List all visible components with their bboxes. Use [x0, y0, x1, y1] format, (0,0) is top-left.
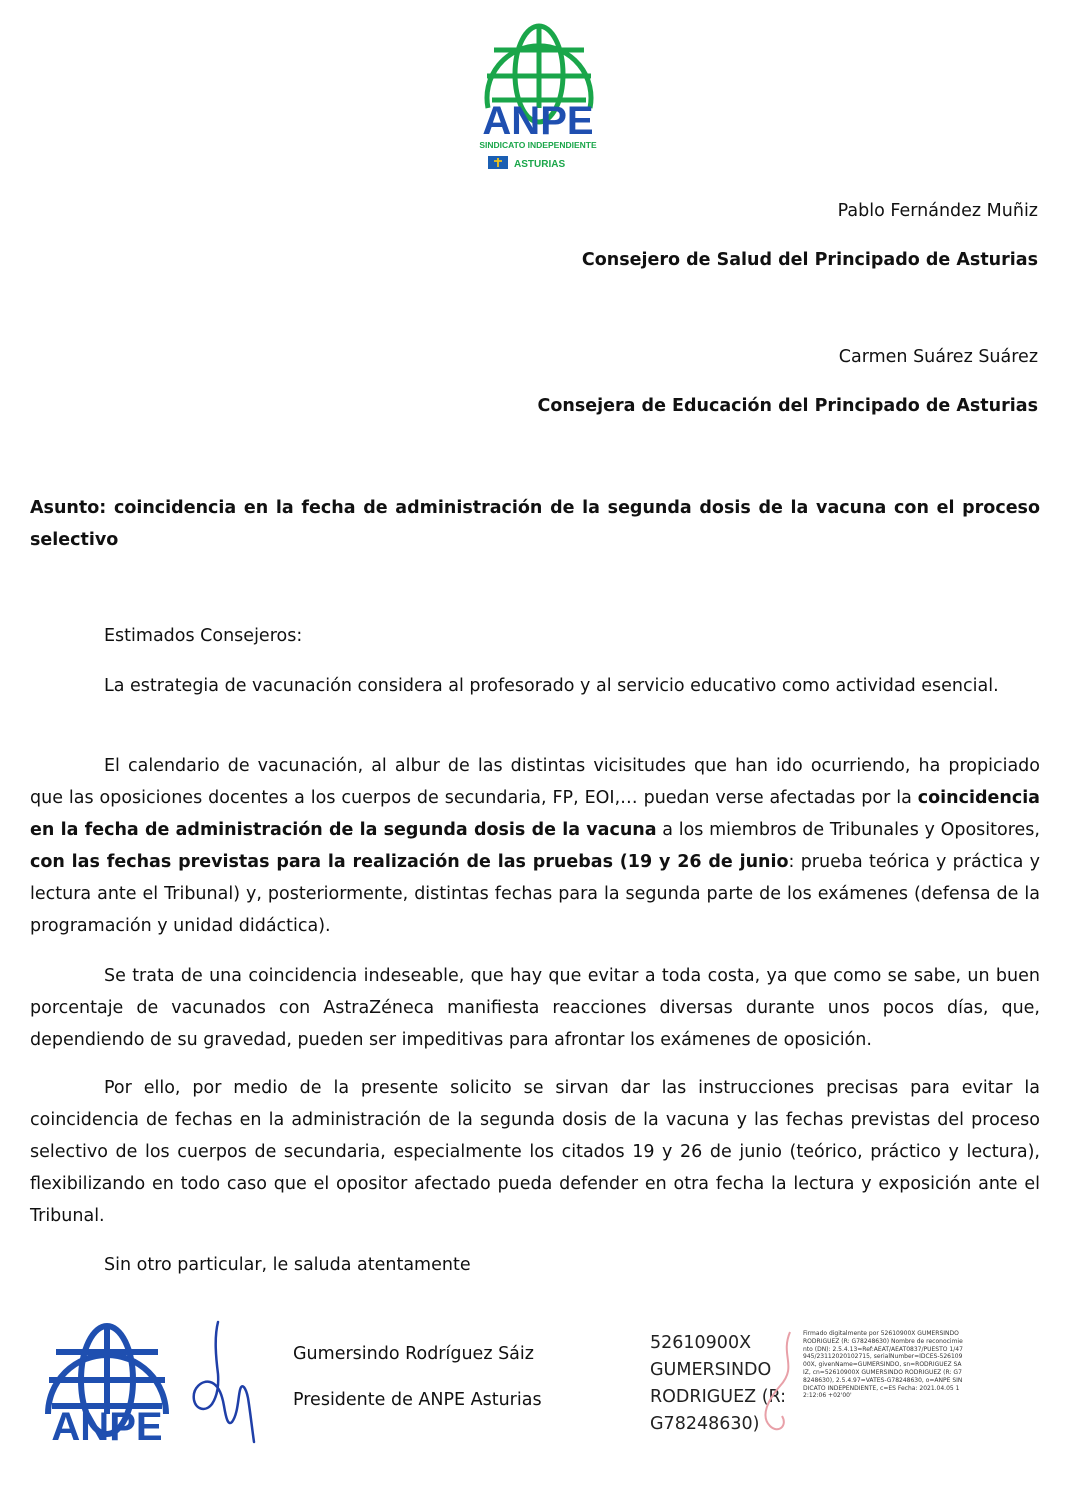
paragraph-4: Por ello, por medio de la presente solicito se sirvan dar las instrucciones precisas para evitar la coincidencia de fechas en la administración de la segunda dosis de la vacuna y las fechas previstas del proceso selectivo de los cuerpos de secundaria, especialmente los citados 19 y 26 de junio (teórico, práctico y lectura), flexibilizando en todo caso que el opositor afectado pueda defender en otra fecha la lectura y exposición ante el Tribunal.: [30, 1078, 1040, 1226]
paragraph-2-bold-dates: con las fechas previstas para la realización de las pruebas (19 y 26 de junio: [30, 852, 789, 872]
cert-line: RODRIGUEZ (R:: [650, 1387, 787, 1407]
recipient-1-name: Pablo Fernández Muñiz: [837, 201, 1038, 221]
signatory-role: Presidente de ANPE Asturias: [293, 1390, 542, 1410]
logo-bottom-brand-text: ANPE: [51, 1405, 163, 1446]
closing: Sin otro particular, le saluda atentamente: [104, 1255, 471, 1275]
cert-watermark: [740, 1326, 800, 1446]
paragraph-2-part-c: a los miembros de Tribunales y Opositores,: [656, 820, 1040, 840]
logo-tagline-text: SINDICATO INDEPENDIENTE: [479, 140, 597, 150]
paragraph-3: Se trata de una coincidencia indeseable, que hay que evitar a toda costa, ya que como se sabe, un buen porcentaje de vacunados con AstraZéneca manifiesta reacciones diversas durante unos pocos días, que, dependiendo de su gravedad, pueden ser impeditivas para afrontar los exámenes de oposición.: [30, 966, 1040, 1050]
anpe-logo: [466, 22, 611, 172]
handwritten-signature: [188, 1318, 266, 1448]
paragraph-2-bold-coincidence: coincidencia en la fecha de administración de la segunda dosis de la vacuna: [30, 788, 1040, 840]
recipient-2-name: Carmen Suárez Suárez: [838, 347, 1038, 367]
cert-line: GUMERSINDO: [650, 1360, 772, 1380]
cert-line: 52610900X: [650, 1333, 752, 1353]
cert-line: G78248630): [650, 1414, 760, 1434]
logo-region-text: ASTURIAS: [514, 159, 566, 170]
subject-line: Asunto: coincidencia en la fecha de administración de la segunda dosis de la vacuna con el proceso selectivo: [30, 498, 1040, 550]
greeting: Estimados Consejeros:: [104, 626, 303, 646]
paragraph-1: La estrategia de vacunación considera al profesorado y al servicio educativo como actividad esencial.: [104, 676, 999, 696]
anpe-logo-bottom: [30, 1322, 184, 1446]
paragraph-2-part-a: El calendario de vacunación, al albur de las distintas vicisitudes que han ido ocurriendo, ha propiciado que las oposiciones docentes a los cuerpos de secundaria, FP, EOI,… puedan verse afectadas por la: [30, 756, 1040, 808]
asturias-flag-icon: [488, 156, 508, 169]
recipient-2-title: Consejera de Educación del Principado de Asturias: [537, 396, 1038, 416]
paragraph-2-part-e: : prueba teórica y práctica y lectura ante el Tribunal) y, posteriormente, distintas fechas para la segunda parte de los exámenes (defensa de la programación y unidad didáctica).: [30, 852, 1041, 936]
paragraph-2: [30, 750, 1040, 942]
logo-brand-text: ANPE: [482, 99, 594, 143]
recipient-1-title: Consejero de Salud del Principado de Asturias: [581, 250, 1038, 270]
digital-cert-details: Firmado digitalmente por 52610900X GUMERSINDO RODRIGUEZ (R: G78248630) Nombre de reconocimiento (DN): 2.5.4.13=Ref:AEAT/AEAT0837/PUESTO 1/47945/23112020102715, serialNumber=IDCES-52610900X, givenName=GUMERSINDO, sn=RODRIGUEZ SAIZ, cn=52610900X GUMERSINDO RODRIGUEZ (R: G78248630), 2.5.4.97=VATES-G78248630, o=ANPE SINDICATO INDEPENDIENTE, c=ES Fecha: 2021.04.05 12:12:06 +02'00': [803, 1330, 963, 1400]
signatory-name: Gumersindo Rodríguez Sáiz: [293, 1344, 534, 1364]
